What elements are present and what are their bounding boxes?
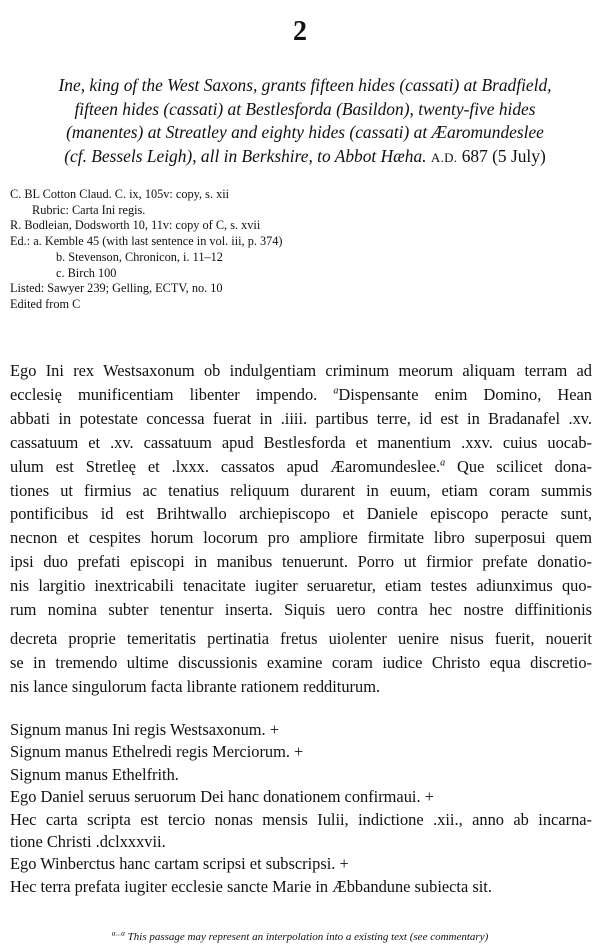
charter-number: 2 [293, 16, 307, 47]
witness-line: Signum manus Ethelredi regis Merciorum. + [10, 742, 304, 762]
manuscript-entry: C. BL Cotton Claud. C. ix, 105v: copy, s. xii [10, 187, 230, 201]
witness-line: Ego Winberctus hanc cartam scripsi et subscripsi. + [10, 854, 349, 874]
text-line: Ego Ini rex Westsaxonum ob indulgentiam criminum meorum aliquam terram ad [10, 361, 592, 380]
heading-line-4 [40, 145, 570, 170]
witness-list [10, 719, 592, 898]
listed-entry: Listed: Sawyer 239; Gelling, ECTV, no. 10 [10, 281, 223, 296]
text-line: nis largitio inextricabili tenacitate iugiter seruaretur, etiam testes adiunximus quo- [10, 576, 592, 596]
charter-heading [40, 74, 570, 170]
edited-from-entry: Edited from C [10, 296, 81, 311]
footnote [0, 928, 600, 943]
heading-date: 687 (5 July) [461, 146, 546, 167]
dating-clause-line: Hec carta scripta est tercio nonas mensis Iulii, indictione .xii., anno ab incarna- [10, 809, 592, 829]
footnote-marker: a...a [111, 928, 125, 938]
text-line: se in tremendo ultime discussionis examine coram iudice Christo equa discretio- [10, 652, 592, 672]
witness-line: Signum manus Ini regis Westsaxonum. + [10, 720, 279, 739]
text-line: pontificibus id est Brihtwallo archiepiscopo et Daniele episcopo peracte sunt, [10, 504, 592, 524]
witness-line: Ego Daniel seruus seruorum Dei hanc donationem confirmaui. + [10, 787, 434, 807]
text-segment: Que scilicet dona- [445, 456, 592, 476]
text-line: necnon et cespites horum locorum pro ampliore firmitate libro superposui quem [10, 528, 592, 548]
text-segment: ecclesię munificentiam libenter impendo. [10, 384, 334, 404]
text-line: tiones ut firmius ac tenatius reliquum durarent in euum, etiam coram summis [10, 480, 592, 500]
text-line: decreta proprie temeritatis pertinatia fretus uiolenter uenire nisus fuerit, nouerit [10, 629, 592, 648]
heading-line-3: (manentes) at Streatley and eighty hides (cassati) at Æaromundeslee [66, 122, 544, 143]
text-line [10, 383, 592, 407]
footnote-marker: a [333, 385, 339, 397]
edition-entry: Ed.: a. Kemble 45 (with last sentence in vol. iii, p. 374) [10, 234, 283, 249]
manuscript-list [10, 187, 530, 313]
manuscript-entry: R. Bodleian, Dodsworth 10, 11v: copy of C, s. xvii [10, 218, 261, 233]
heading-ad: A.D. [430, 150, 458, 166]
dating-clause-line: tione Christi .dclxxxvii. [10, 832, 166, 852]
witness-line: Signum manus Ethelfrith. [10, 764, 179, 784]
text-segment: Dispensante enim Domino, Hean [338, 384, 592, 404]
text-line: abbati in potestate concessa fuerat in .iiii. partibus terre, id est in Bradanafel .xv. [10, 408, 592, 428]
text-line: rum nomina subter tenentur inserta. Siquis uero contra hec nostre diffinitionis [10, 600, 592, 620]
text-line: nis lance singulorum facta librante rationem redditurum. [10, 676, 381, 696]
text-segment: ulum est Stretleę et .lxxx. cassatos apud Æaromundeslee. [10, 456, 441, 476]
heading-line-4-text: (cf. Bessels Leigh), all in Berkshire, to Abbot Hæha. [64, 146, 427, 167]
charter-text-paragraph [10, 359, 592, 622]
witness-line: Hec terra prefata iugiter ecclesie sancte Marie in Æbbandune subiecta sit. [10, 876, 492, 896]
text-line [10, 455, 592, 479]
rubric-entry: Rubric: Carta Ini regis. [32, 202, 146, 217]
heading-line-1: Ine, king of the West Saxons, grants fifteen hides (cassati) at Bradfield, [58, 75, 552, 95]
footnote-text: This passage may represent an interpolation into a existing text (see commentary) [124, 931, 489, 943]
edition-entry: b. Stevenson, Chronicon, i. 11–12 [56, 249, 223, 264]
text-line: ipsi duo prefati episcopi in manibus tenuerunt. Porro ut firmior prefate donatio- [10, 552, 592, 572]
charter-text-paragraph [10, 627, 592, 699]
edition-entry: c. Birch 100 [56, 265, 117, 280]
heading-line-2: fifteen hides (cassati) at Bestlesforda (Basildon), twenty-five hides [74, 98, 536, 119]
text-line: cassatuum et .xv. cassatuum apud Bestlesforda et manentium .xxv. cuius uocab- [10, 432, 592, 452]
footnote-marker: a [440, 457, 446, 469]
